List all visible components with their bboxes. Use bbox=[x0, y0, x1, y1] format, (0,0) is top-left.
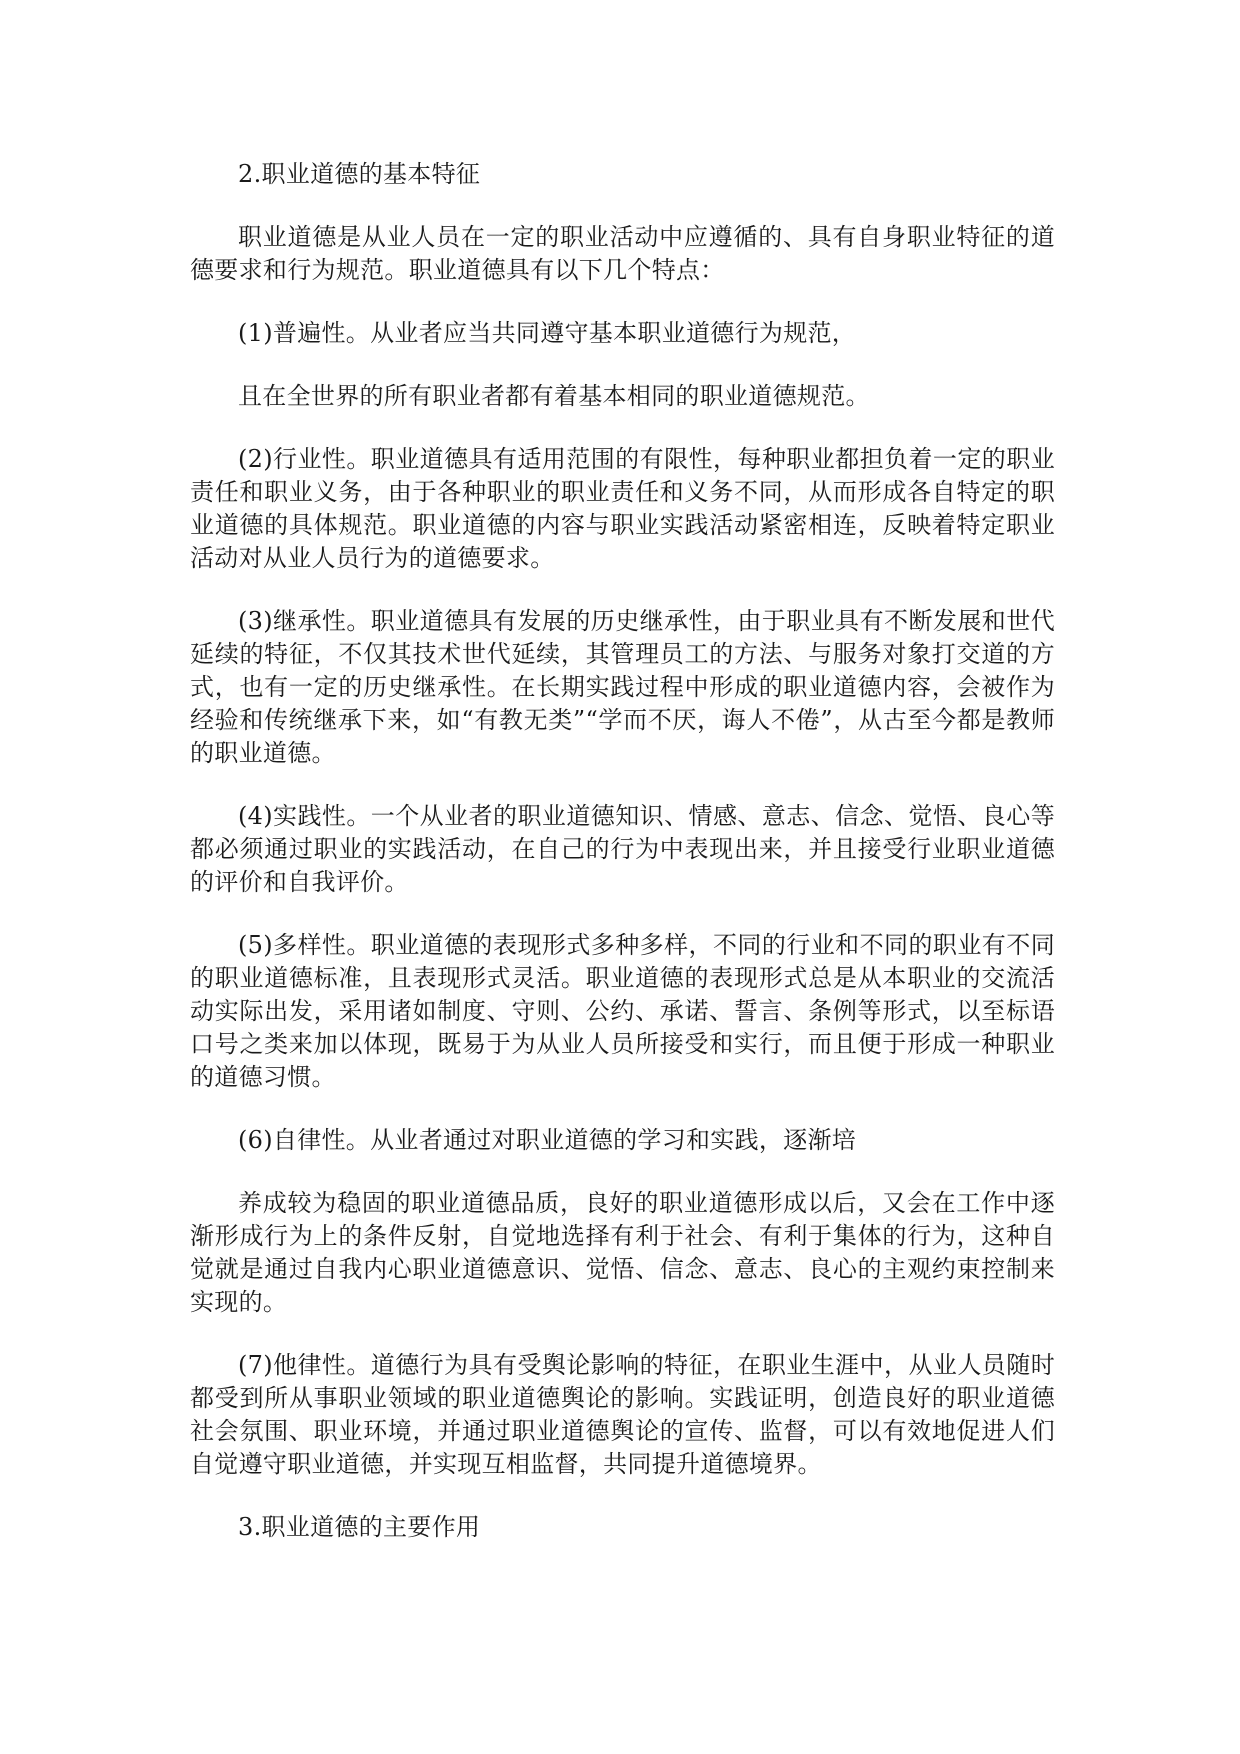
section-heading-3: 3.职业道德的主要作用 bbox=[238, 1513, 481, 1541]
paragraph-industry: (2)行业性。职业道德具有适用范围的有限性，每种职业都担负着一定的职业责任和职业义务，由于各种职业的职业责任和义务不同，从而形成各自特定的职业道德的具体规范。职业道德的内容与职业实践活动紧密相连，反映着特定职业活动对从业人员行为的道德要求。 bbox=[190, 445, 1055, 572]
paragraph-self-discipline: (6)自律性。从业者通过对职业道德的学习和实践，逐渐培 bbox=[238, 1126, 857, 1154]
paragraph-external-discipline: (7)他律性。道德行为具有受舆论影响的特征，在职业生涯中，从业人员随时都受到所从事职业领域的职业道德舆论的影响。实践证明，创造良好的职业道德社会氛围、职业环境，并通过职业道德舆论的宣传、监督，可以有效地促进人们自觉遵守职业道德，并实现互相监督，共同提升道德境界。 bbox=[190, 1351, 1055, 1478]
paragraph-practice: (4)实践性。一个从业者的职业道德知识、情感、意志、信念、觉悟、良心等都必须通过职业的实践活动，在自己的行为中表现出来，并且接受行业职业道德的评价和自我评价。 bbox=[190, 802, 1055, 896]
paragraph-universality: (1)普遍性。从业者应当共同遵守基本职业道德行为规范， bbox=[238, 319, 857, 347]
document-body bbox=[190, 158, 1055, 1574]
paragraph-intro: 职业道德是从业人员在一定的职业活动中应遵循的、具有自身职业特征的道德要求和行为规范。职业道德具有以下几个特点： bbox=[190, 223, 1055, 284]
section-heading-2: 2.职业道德的基本特征 bbox=[238, 160, 481, 188]
paragraph-diversity: (5)多样性。职业道德的表现形式多种多样，不同的行业和不同的职业有不同的职业道德标准，且表现形式灵活。职业道德的表现形式总是从本职业的交流活动实际出发，采用诸如制度、守则、公约、承诺、誓言、条例等形式，以至标语口号之类来加以体现，既易于为从业人员所接受和实行，而且便于形成一种职业的道德习惯。 bbox=[190, 931, 1055, 1091]
paragraph-inheritance: (3)继承性。职业道德具有发展的历史继承性，由于职业具有不断发展和世代延续的特征，不仅其技术世代延续，其管理员工的方法、与服务对象打交道的方式，也有一定的历史继承性。在长期实践过程中形成的职业道德内容，会被作为经验和传统继承下来，如“有教无类”“学而不厌，诲人不倦”，从古至今都是教师的职业道德。 bbox=[190, 607, 1055, 767]
paragraph-self-discipline-cont: 养成较为稳固的职业道德品质，良好的职业道德形成以后，又会在工作中逐渐形成行为上的条件反射，自觉地选择有利于社会、有利于集体的行为，这种自觉就是通过自我内心职业道德意识、觉悟、信念、意志、良心的主观约束控制来实现的。 bbox=[190, 1189, 1055, 1316]
paragraph-universality-cont: 且在全世界的所有职业者都有着基本相同的职业道德规范。 bbox=[238, 382, 870, 410]
